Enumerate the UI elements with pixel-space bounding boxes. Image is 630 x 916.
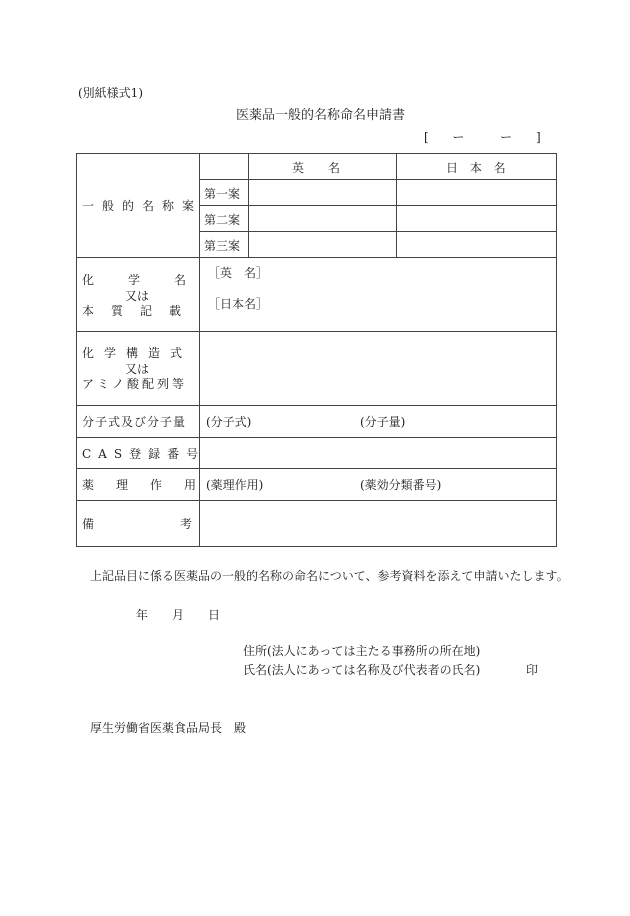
proposal-3-label: 第三案: [204, 239, 241, 253]
name-line: 氏名(法人にあっては名称及び代表者の氏名): [243, 663, 481, 677]
proposal-2-label: 第二案: [204, 213, 241, 227]
substance-description-label: 本質記載: [82, 304, 199, 318]
reference-number-field: [ ー ー ]: [424, 130, 541, 144]
addressee: 厚生労働省医薬食品局長 殿: [90, 721, 247, 735]
address-line: 住所(法人にあっては主たる事務所の所在地): [243, 644, 481, 658]
chemical-name-label: 化学名: [82, 273, 221, 287]
formula-label: 分子式及び分子量: [82, 415, 187, 429]
japanese-name-tag: ［日本名］: [208, 297, 269, 311]
column-japanese-name: 日 本 名: [446, 161, 510, 175]
column-english-name: 英 名: [292, 161, 341, 175]
formula-tag: (分子式): [206, 415, 252, 429]
general-name-label: 一般的名称案: [82, 199, 203, 213]
or-label-2: 又は: [125, 362, 150, 376]
page-title: 医薬品一般的名称命名申請書: [236, 108, 406, 123]
form-label: (別紙様式1): [78, 86, 143, 100]
english-name-tag: ［英 名］: [208, 266, 269, 280]
date-line: 年 月 日: [136, 608, 221, 622]
application-statement: 上記品目に係る医薬品の一般的名称の命名について、参考資料を添えて申請いたします。: [90, 569, 569, 583]
seal-mark: 印: [526, 663, 539, 677]
cas-label: CAS登録番号: [82, 447, 206, 461]
classification-tag: (薬効分類番号): [360, 478, 442, 492]
weight-tag: (分子量): [360, 415, 406, 429]
structure-label: 化学構造式: [82, 346, 193, 360]
proposal-1-label: 第一案: [204, 187, 241, 201]
or-label: 又は: [125, 289, 150, 303]
pharmacology-label: 薬理作用: [82, 478, 219, 492]
remarks-label: 備考: [82, 517, 279, 531]
pharmacology-tag: (薬理作用): [206, 478, 264, 492]
amino-acid-label: アミノ酸配列等: [82, 377, 188, 391]
